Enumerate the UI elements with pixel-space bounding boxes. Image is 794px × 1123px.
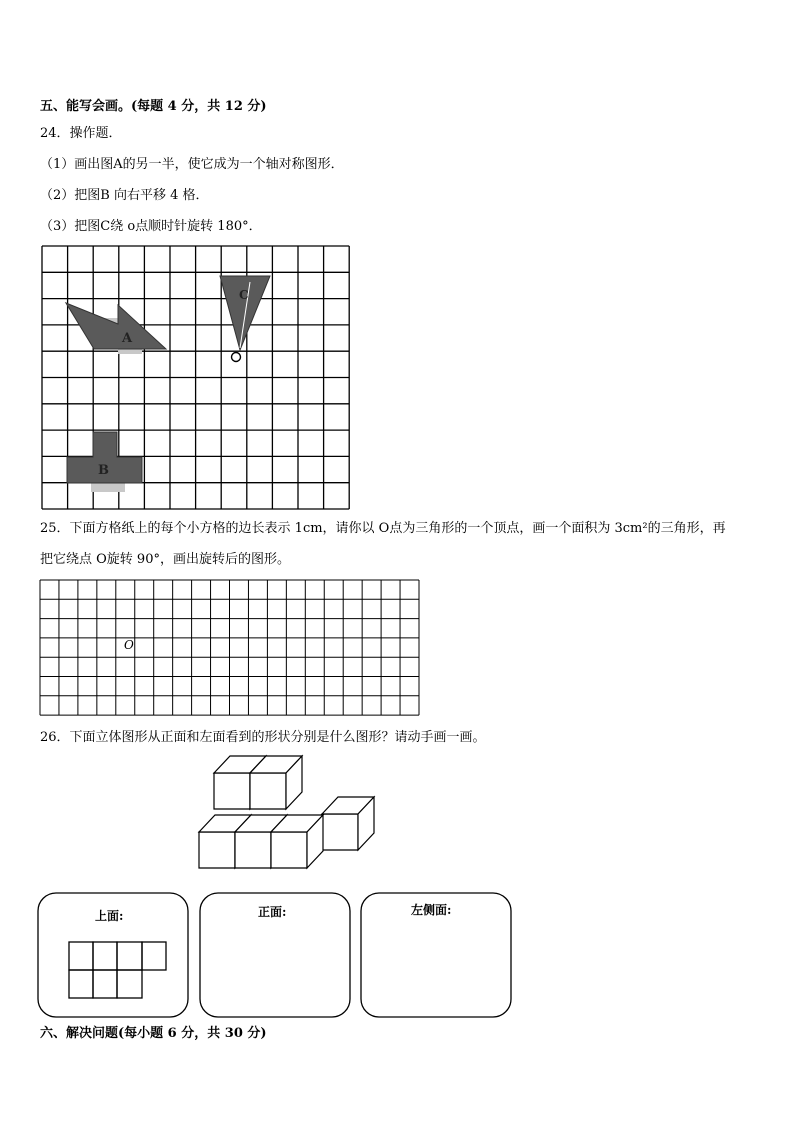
q25-point-o-label: O [124, 638, 134, 652]
q25-line-1: 25．下面方格纸上的每个小方格的边长表示 1cm，请你以 O点为三角形的一个顶点，画一个面积为 3cm²的三角形，再 [40, 521, 726, 536]
q25-line-2: 把它绕点 O旋转 90°，画出旋转后的图形。 [40, 552, 290, 567]
left-view-label: 左侧面: [411, 903, 452, 917]
q24-item-2: （2）把图B 向右平移 4 格． [40, 188, 209, 203]
q24-item-1: （1）画出图A的另一半，使它成为一个轴对称图形． [40, 157, 344, 172]
q25-grid [40, 580, 419, 715]
figure-a [66, 303, 166, 349]
top-view-squares [69, 942, 166, 998]
figure-c-label: C [239, 288, 249, 302]
rotation-point-o [232, 353, 241, 362]
section-six-title: 六、解决问题(每小题 6 分，共 30 分) [40, 1026, 267, 1041]
q24-title: 24．操作题． [40, 126, 122, 141]
front-view-label: 正面: [258, 905, 287, 919]
section-five-title: 五、能写会画。(每题 4 分，共 12 分) [40, 99, 267, 114]
top-view-label: 上面: [95, 909, 124, 923]
figure-b-label: B [98, 463, 109, 478]
q26-cube-figure [199, 756, 374, 868]
figure-a-label: A [122, 331, 133, 346]
q26-title: 26．下面立体图形从正面和左面看到的形状分别是什么图形？请动手画一画。 [40, 730, 486, 745]
q24-item-3: （3）把图C绕 o点顺时针旋转 180°． [40, 219, 262, 234]
